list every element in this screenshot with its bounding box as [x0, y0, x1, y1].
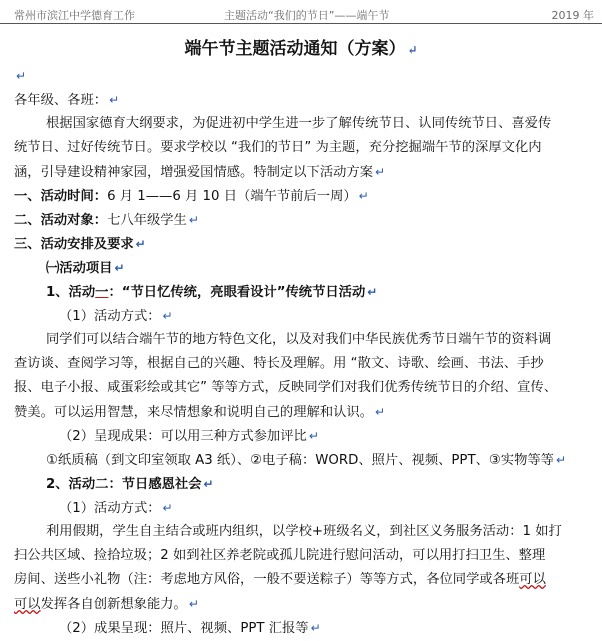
- header-right: 2019 年: [551, 9, 594, 22]
- section-value: 七八年级学生: [107, 213, 187, 228]
- paragraph-line: [14, 544, 598, 568]
- document-title: [0, 34, 602, 59]
- spellcheck-underline: 可以: [519, 572, 546, 587]
- paragraph-mark: ↵: [162, 309, 173, 323]
- paragraph-line: [14, 136, 598, 160]
- paragraph-text: 查访谈、查阅学习等，根据自己的兴趣、特长及理解。用 “散文、诗歌、绘画、书法、手抄: [14, 356, 544, 371]
- paragraph-mark: ↵: [308, 429, 319, 443]
- paragraph-mark: ↵: [375, 405, 386, 419]
- spellcheck-underline: 可以: [14, 597, 41, 612]
- paragraph-mark: ↵: [358, 189, 369, 203]
- activity-title: 2、活动二：节日感恩社会: [46, 477, 202, 492]
- section-label: 三、活动安排及要求: [14, 237, 134, 252]
- paragraph-mark: ↵: [188, 213, 199, 227]
- paragraph-text: 涵，引导建设精神家园，增强爱国情感。特制定以下活动方案: [14, 165, 374, 180]
- paragraph-text: 同学们可以结合端午节的地方特色文化，以及对我们中华民族优秀节日端午节的资料调: [46, 332, 552, 347]
- result-text: （2）呈现成果：可以用三种方式参加评比: [59, 429, 307, 444]
- paragraph-text: 利用假期，学生自主结合或班内组织，以学校+班级名义，到社区义务服务活动：1 如打: [46, 524, 562, 539]
- paragraph-text: 扫公共区域、捡拾垃圾；2 如到社区养老院或孤儿院进行慰问活动，可以用打扫卫生、整理: [14, 548, 546, 563]
- activity-number: 1、活动: [46, 285, 96, 300]
- subsection-text: ㈠活动项目: [46, 261, 113, 276]
- paragraph-mark: ↵: [188, 597, 199, 611]
- result-text: （2）成果呈现：照片、视频、PPT 汇报等: [59, 621, 309, 636]
- activity-one-heading: [14, 280, 598, 304]
- paragraph-line: [14, 112, 598, 136]
- activity-method-label: [14, 496, 598, 520]
- paragraph-mark: ↵: [367, 285, 378, 299]
- paragraph-mark: ↵: [375, 165, 386, 179]
- activity-result-label: [14, 424, 598, 448]
- section-target: [14, 208, 598, 232]
- header-center: 主题活动“我们的节日”——端午节: [224, 9, 390, 22]
- paragraph-mark: ↵: [162, 501, 173, 515]
- document-body: [14, 64, 598, 640]
- title-text: 端午节主题活动通知（方案）: [184, 39, 406, 59]
- header-divider: [0, 23, 602, 24]
- paragraph-text: 根据国家德育大纲要求，为促进初中学生进一步了解传统节日、认同传统节日、喜爱传: [46, 116, 552, 131]
- section-label: 二、活动对象：: [14, 213, 108, 228]
- blank-line: [14, 64, 598, 88]
- paragraph-text: 房间、送些小礼物（注：考虑地方风俗，一般不要送粽子）等等方式，各位同学或各班: [14, 572, 520, 587]
- paragraph-line: [14, 352, 598, 376]
- method-text: （1）活动方式：: [59, 501, 161, 516]
- paragraph-mark: ↵: [114, 261, 125, 275]
- paragraph-line: [14, 328, 598, 352]
- method-text: （1）活动方式：: [59, 309, 161, 324]
- activity-result-items: [14, 448, 598, 472]
- paragraph-text: 统节日、过好传统节日。要求学校以 “我们的节日” 为主题，充分挖掘端午节的深厚文化内: [14, 140, 542, 155]
- page-header: [0, 4, 602, 22]
- paragraph-line: [14, 400, 598, 424]
- paragraph-line: [14, 160, 598, 184]
- activity-index: 一: [95, 285, 109, 300]
- paragraph-text: 发挥各自创新想象能力。: [40, 597, 187, 612]
- section-arrangement: [14, 232, 598, 256]
- paragraph-line: [14, 568, 598, 592]
- activity-two-heading: [14, 472, 598, 496]
- paragraph-mark: ↵: [407, 43, 418, 57]
- paragraph-line: [14, 520, 598, 544]
- activity-result-label: [14, 616, 598, 640]
- section-value: 6 月 1——6 月 10 日（端午节前后一周）: [107, 189, 357, 204]
- activity-method-label: [14, 304, 598, 328]
- header-left: 常州市滨江中学德育工作: [14, 9, 135, 22]
- paragraph-text: 赞美。可以运用智慧，来尽情想象和说明自己的理解和认识。: [14, 405, 374, 420]
- section-time: [14, 184, 598, 208]
- paragraph-mark: ↵: [555, 453, 567, 467]
- greeting-text: 各年级、各班：: [14, 93, 108, 108]
- paragraph-mark: ↵: [16, 69, 27, 83]
- subsection-heading: [14, 256, 598, 280]
- paragraph-text: 报、电子小报、咸蛋彩绘或其它” 等等方式，反映同学们对我们优秀传统节日的介绍、宣传、: [14, 380, 557, 395]
- paragraph-mark: ↵: [135, 237, 146, 251]
- paragraph-mark: ↵: [109, 93, 120, 107]
- section-label: 一、活动时间：: [14, 189, 108, 204]
- result-items-text: ①纸质稿（到文印室领取 A3 纸）、②电子稿：WORD、照片、视频、PPT、③实物等等: [46, 453, 554, 468]
- paragraph-mark: ↵: [203, 477, 214, 491]
- paragraph-mark: ↵: [310, 621, 321, 635]
- paragraph-line: [14, 376, 598, 400]
- greeting: [14, 88, 598, 112]
- paragraph-line: [14, 592, 598, 616]
- activity-title: ：“节日忆传统，亮眼看设计”传统节日活动: [108, 285, 366, 300]
